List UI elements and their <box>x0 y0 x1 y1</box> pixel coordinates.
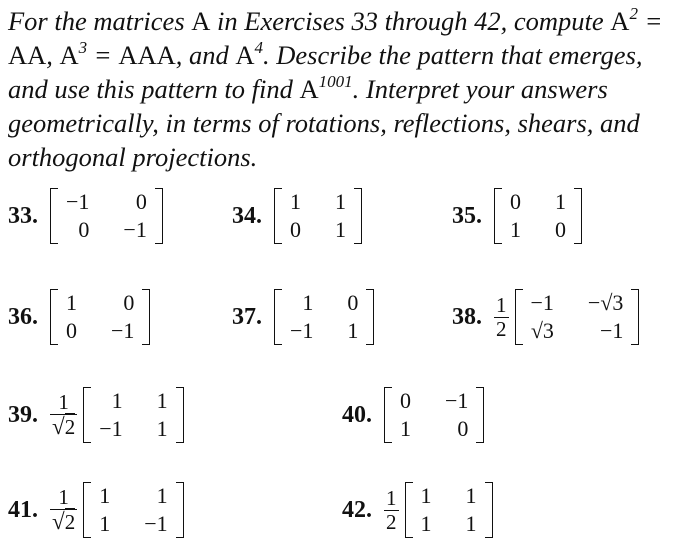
matrix-entry: −√3 <box>587 290 624 315</box>
exercise-number: 42. <box>342 496 372 523</box>
matrix <box>494 184 582 248</box>
matrix-entry: 1 <box>465 483 477 508</box>
matrix-entry: 0 <box>457 416 469 441</box>
matrix-entry: 0 <box>347 290 359 315</box>
exercise-number: 33. <box>8 202 38 229</box>
intro-text: , <box>46 40 60 70</box>
exercise-number: 35. <box>452 202 482 229</box>
fraction-denominator <box>50 510 77 534</box>
matrix-entry: −1 <box>111 318 135 343</box>
intro-text: For the matrices <box>8 6 192 36</box>
matrix-entry: 1 <box>465 511 477 536</box>
matrix-entry: −1 <box>144 511 168 536</box>
fraction-numerator: 1 <box>386 485 397 510</box>
matrix-entry: −1 <box>66 189 90 214</box>
matrix-entry: 1 <box>335 217 346 242</box>
exercise-36 <box>8 285 150 349</box>
intro-text: = <box>87 40 119 70</box>
matrix-symbol: A <box>191 6 211 36</box>
matrix-entry: 1 <box>420 511 432 536</box>
fraction-denominator: 2 <box>386 509 397 534</box>
matrix-entry: 1 <box>66 290 77 315</box>
matrix <box>384 383 484 447</box>
scalar-fraction <box>494 294 509 341</box>
matrix <box>405 478 493 542</box>
matrix-entry: 1 <box>510 217 521 242</box>
matrix-entry: 1 <box>420 483 432 508</box>
exercise-35 <box>452 184 582 248</box>
radicand: 2 <box>64 415 76 439</box>
matrix-product: AAA <box>118 40 176 70</box>
matrix <box>515 285 640 349</box>
matrix <box>274 285 374 349</box>
matrix-entry: 0 <box>66 318 77 343</box>
exercise-34 <box>232 184 362 248</box>
matrix-entry: 1 <box>99 511 111 536</box>
matrix-entry: 1 <box>400 416 411 441</box>
exponent: 2 <box>629 4 638 23</box>
matrix-symbol: A <box>235 40 255 70</box>
matrix-entry: −1 <box>445 388 469 413</box>
matrix-product: AA <box>8 40 47 70</box>
exercise-37 <box>232 285 374 349</box>
intro-text: in Exercises 33 through 42, compute <box>210 6 611 36</box>
exercise-41 <box>8 478 184 542</box>
matrix-entry: 0 <box>290 217 301 242</box>
matrix <box>50 285 150 349</box>
fraction-numerator: 1 <box>496 292 507 317</box>
matrix-entry: −1 <box>290 318 314 343</box>
exponent: 1001 <box>318 72 353 91</box>
radical-sign: √ <box>52 508 65 534</box>
matrix-entry: 1 <box>99 483 111 508</box>
exercise-33 <box>8 184 163 248</box>
matrix-entry: 1 <box>335 189 346 214</box>
exercise-number: 38. <box>452 303 482 330</box>
matrix-entry: −1 <box>530 290 554 315</box>
exercise-40 <box>342 383 484 447</box>
intro-text: . Interpret your answers geometrically, in terms of rotations, reflections, shears, and orthogonal projections. <box>8 74 640 172</box>
exponent: 3 <box>78 38 88 57</box>
matrix-symbol: A <box>299 74 319 104</box>
matrix-symbol: A <box>610 6 630 36</box>
scalar-fraction <box>50 391 77 439</box>
matrix-entry: 1 <box>111 388 123 413</box>
fraction-denominator <box>50 415 77 439</box>
exercise-number: 40. <box>342 401 372 428</box>
matrix <box>274 184 362 248</box>
matrix-symbol: A <box>59 40 79 70</box>
matrix <box>83 383 183 447</box>
fraction-numerator: 1 <box>58 485 69 509</box>
scalar-fraction <box>50 486 77 534</box>
exercise-42 <box>342 478 493 542</box>
matrix-entry: 0 <box>510 189 521 214</box>
scalar-fraction <box>384 487 399 534</box>
matrix <box>83 478 183 542</box>
intro-text: = <box>637 6 663 36</box>
fraction-denominator: 2 <box>496 316 507 341</box>
exercise-number: 34. <box>232 202 262 229</box>
matrix-entry: 1 <box>156 416 168 441</box>
matrix-entry: 1 <box>290 189 301 214</box>
matrix-entry: 1 <box>347 318 359 343</box>
exercise-number: 37. <box>232 303 262 330</box>
matrix-entry: 0 <box>400 388 411 413</box>
matrix-entry: 1 <box>555 189 566 214</box>
matrix-entry: −1 <box>123 217 147 242</box>
exercise-38 <box>452 285 639 349</box>
exercise-number: 41. <box>8 496 38 523</box>
matrix-entry: −1 <box>599 318 624 343</box>
exercise-number: 39. <box>8 401 38 428</box>
matrix-entry: 1 <box>302 290 314 315</box>
intro-text: , and <box>175 40 236 70</box>
instructions-paragraph <box>8 4 680 174</box>
exercise-number: 36. <box>8 303 38 330</box>
matrix-entry: 1 <box>156 388 168 413</box>
exercise-39 <box>8 383 184 447</box>
matrix-entry: −1 <box>99 416 123 441</box>
matrix-entry: 0 <box>555 217 566 242</box>
intro-text: . Describe the pattern that emerges, and use this pattern to find <box>8 40 643 104</box>
matrix <box>50 184 163 248</box>
radical-sign: √ <box>52 413 65 439</box>
matrix-entry: 0 <box>123 290 135 315</box>
matrix-entry: 0 <box>78 217 90 242</box>
fraction-numerator: 1 <box>58 390 69 414</box>
matrix-entry: √3 <box>530 318 554 343</box>
radicand: 2 <box>64 510 76 534</box>
matrix-entry: 0 <box>135 189 147 214</box>
matrix-entry: 1 <box>156 483 168 508</box>
exponent: 4 <box>254 38 263 57</box>
